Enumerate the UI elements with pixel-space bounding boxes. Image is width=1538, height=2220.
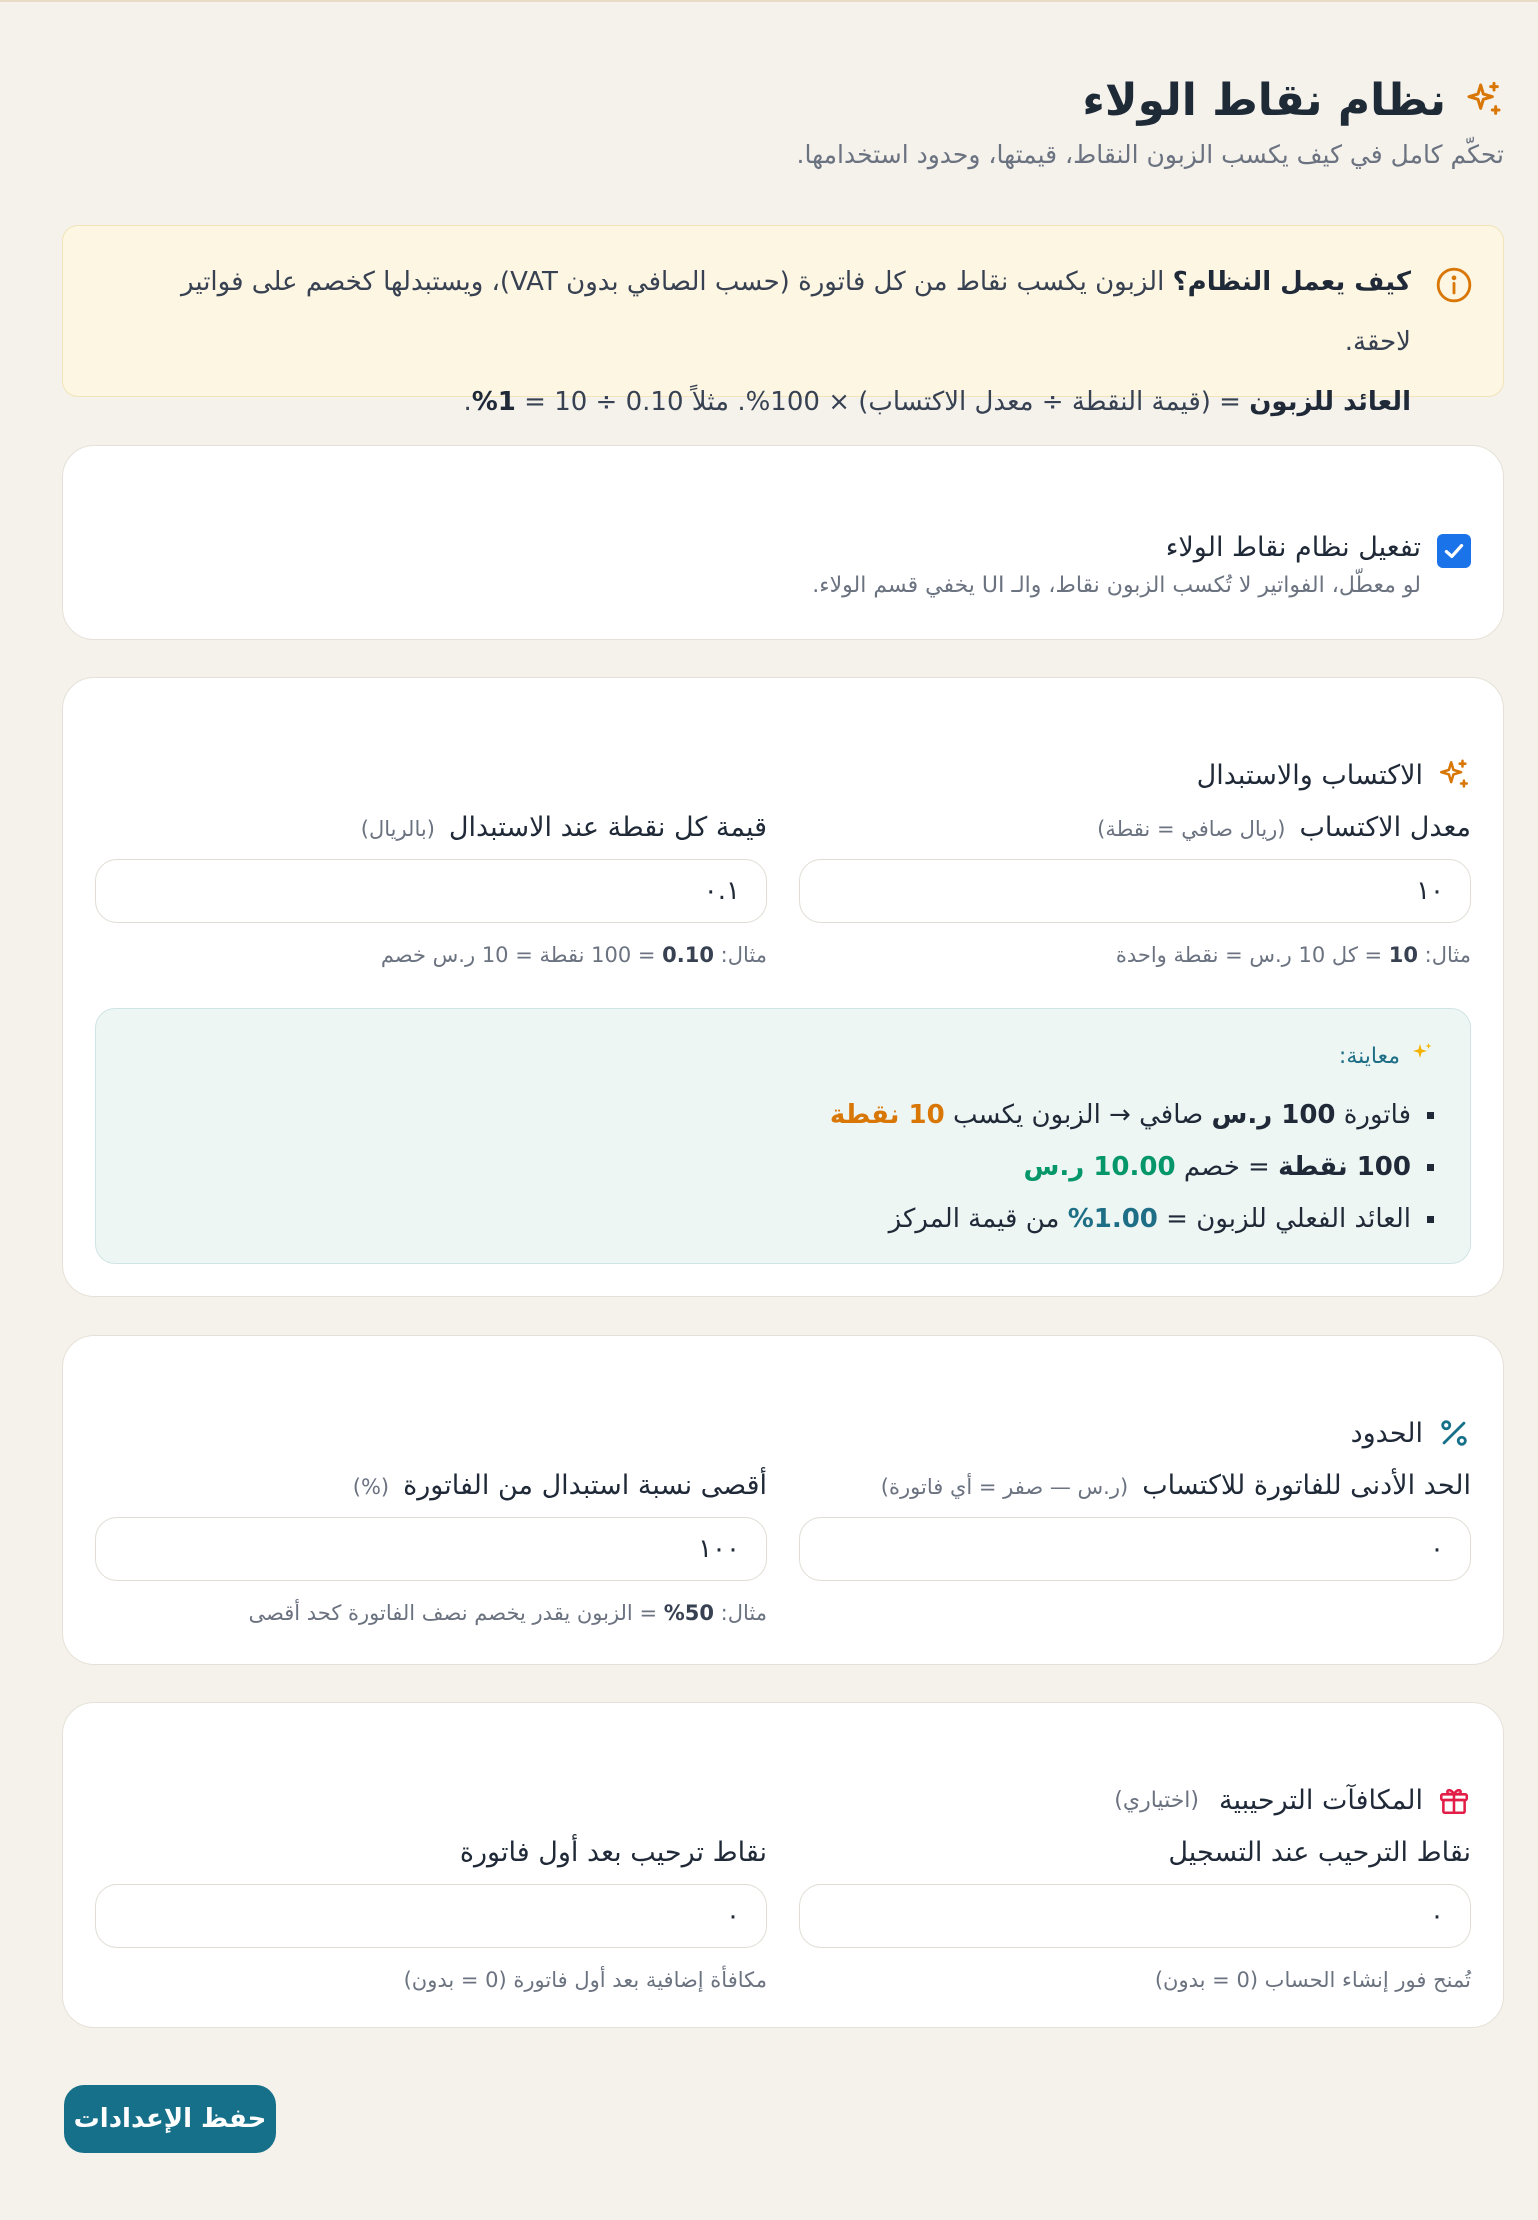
welcome-bonus-card [62,1702,1504,2028]
earn-rate-field [799,812,1471,967]
point-value-hint-prefix: مثال: [714,943,767,967]
page-title: نظام نقاط الولاء [1082,74,1446,126]
percent-icon [1437,1416,1471,1450]
signup-bonus-field [799,1837,1471,1992]
min-invoice-field [799,1470,1471,1581]
info-circle-icon [1435,264,1473,304]
bonus-section-title: المكافآت الترحيبية [1219,1784,1423,1816]
max-redeem-hint-suffix: = الزبون يقدر يخصم نصف الفاتورة كحد أقصى [248,1601,664,1625]
earn-rate-label-row [799,812,1471,843]
earn-rate-hint-number: 10 [1388,943,1418,967]
info-line-how [123,252,1411,372]
earn-rate-label: معدل الاكتساب [1299,812,1471,843]
point-value-hint [95,943,767,967]
point-value-label-row [95,812,767,843]
preview-list [132,1089,1434,1245]
max-redeem-label: أقصى نسبة استبدال من الفاتورة [403,1470,767,1501]
signup-bonus-input[interactable]: ٠ [799,1884,1471,1948]
bullet [1427,1164,1434,1171]
earn-section-header [1197,758,1471,792]
preview-header [132,1041,1434,1071]
max-redeem-input[interactable]: ١٠٠ [95,1517,767,1581]
page-header [62,72,1504,169]
preview-earn-c: صافي → الزبون يكسب [944,1100,1212,1130]
info-return-result: 1% [471,387,516,417]
preview-earn-points: 10 نقطة [829,1100,945,1130]
info-question-label: كيف يعمل النظام؟ [1172,267,1411,297]
preview-return-a: العائد الفعلي للزبون = [1157,1204,1411,1234]
min-invoice-input[interactable]: ٠ [799,1517,1471,1581]
point-value-unit: (بالريال) [360,817,435,841]
first-invoice-bonus-input[interactable]: ٠ [95,1884,767,1948]
preview-title: معاينة: [1338,1043,1400,1069]
preview-item-redeem [132,1141,1434,1193]
enable-card [62,445,1504,640]
limits-section-title: الحدود [1350,1417,1423,1449]
preview-return-c: من قيمة المركز [888,1204,1068,1234]
max-redeem-hint-prefix: مثال: [714,1601,767,1625]
preview-redeem-b: = خصم [1175,1152,1279,1182]
limits-section-header [1351,1416,1471,1450]
enable-hint: لو معطّل، الفواتير لا تُكسب الزبون نقاط، والـ UI يخفي قسم الولاء. [812,573,1421,598]
preview-redeem-text [1024,1152,1411,1182]
limits-card [62,1335,1504,1665]
max-redeem-unit: (%) [352,1475,390,1499]
max-redeem-field [95,1470,767,1625]
earn-redeem-card [62,677,1504,1297]
preview-return-rate: 1.00% [1067,1204,1158,1234]
enable-text [812,532,1421,598]
sparkles-icon [1437,758,1471,792]
signup-bonus-label: نقاط الترحيب عند التسجيل [1168,1837,1471,1868]
first-invoice-bonus-label: نقاط ترحيب بعد أول فاتورة [459,1837,767,1868]
signup-bonus-hint: تُمنح فور إنشاء الحساب (0 = بدون) [1154,1968,1471,1992]
sparkles-icon [1464,80,1504,120]
sparkle-emoji-icon [1410,1041,1434,1071]
enable-label[interactable]: تفعيل نظام نقاط الولاء [1165,532,1421,563]
preview-redeem-points: 100 نقطة [1278,1152,1411,1182]
earn-section-title: الاكتساب والاستبدال [1196,759,1423,791]
info-question-text: الزبون يكسب نقاط من كل فاتورة (حسب الصافي بدون VAT)، ويستبدلها كخصم على فواتير لاحقة. [181,267,1411,357]
top-border [0,0,1538,2]
enable-row [812,532,1471,598]
preview-item-return [132,1193,1434,1245]
earn-rate-unit: (ريال صافي = نقطة) [1097,817,1286,841]
preview-box [95,1008,1471,1264]
point-value-hint-suffix: = 100 نقطة = 10 ر.س خصم [380,943,663,967]
save-settings-button[interactable]: حفظ الإعدادات [64,2085,276,2153]
min-invoice-unit: (ر.س — صفر = أي فاتورة) [880,1475,1129,1499]
info-line-return [123,372,1411,432]
earn-rate-hint-prefix: مثال: [1418,943,1471,967]
gift-icon [1437,1783,1471,1817]
info-box [62,225,1504,417]
info-return-label: العائد للزبون [1249,387,1411,417]
preview-earn-text [830,1100,1411,1130]
info-text [123,252,1411,432]
preview-earn-amount: 100 ر.س [1211,1100,1336,1130]
min-invoice-label-row [799,1470,1471,1501]
enable-loyalty-checkbox[interactable] [1437,534,1471,568]
check-icon [1441,538,1467,564]
point-value-label: قيمة كل نقطة عند الاستبدال [448,812,767,843]
min-invoice-label: الحد الأدنى للفاتورة للاكتساب [1142,1470,1471,1501]
max-redeem-hint-number: 50% [663,1601,714,1625]
bullet [1427,1112,1434,1119]
first-invoice-bonus-label-row [95,1837,767,1868]
preview-earn-a: فاتورة [1335,1100,1411,1130]
preview-item-earn [132,1089,1434,1141]
first-invoice-bonus-hint: مكافأة إضافية بعد أول فاتورة (0 = بدون) [403,1968,767,1992]
bonus-section-header [1114,1783,1471,1817]
max-redeem-hint [95,1601,767,1625]
info-return-end: . [463,387,472,417]
bonus-optional-tag: (اختياري) [1114,1787,1199,1813]
earn-rate-input[interactable]: ١٠ [799,859,1471,923]
page-subtitle: تحكّم كامل في كيف يكسب الزبون النقاط، قيمتها، وحدود استخدامها. [796,140,1504,169]
point-value-hint-number: 0.10 [662,943,714,967]
signup-bonus-label-row [799,1837,1471,1868]
point-value-input[interactable]: ٠.١ [95,859,767,923]
bullet [1427,1216,1434,1223]
earn-rate-hint [799,943,1471,967]
point-value-field [95,812,767,967]
first-invoice-bonus-field [95,1837,767,1992]
max-redeem-label-row [95,1470,767,1501]
info-row [123,264,1473,432]
title-row [62,72,1504,128]
earn-rate-hint-suffix: = كل 10 ر.س = نقطة واحدة [1115,943,1389,967]
info-return-text: = (قيمة النقطة ÷ معدل الاكتساب) × 100%. مثلاً 0.10 ÷ 10 = [515,387,1250,417]
preview-return-text [889,1204,1411,1234]
preview-redeem-discount: 10.00 ر.س [1023,1152,1176,1182]
